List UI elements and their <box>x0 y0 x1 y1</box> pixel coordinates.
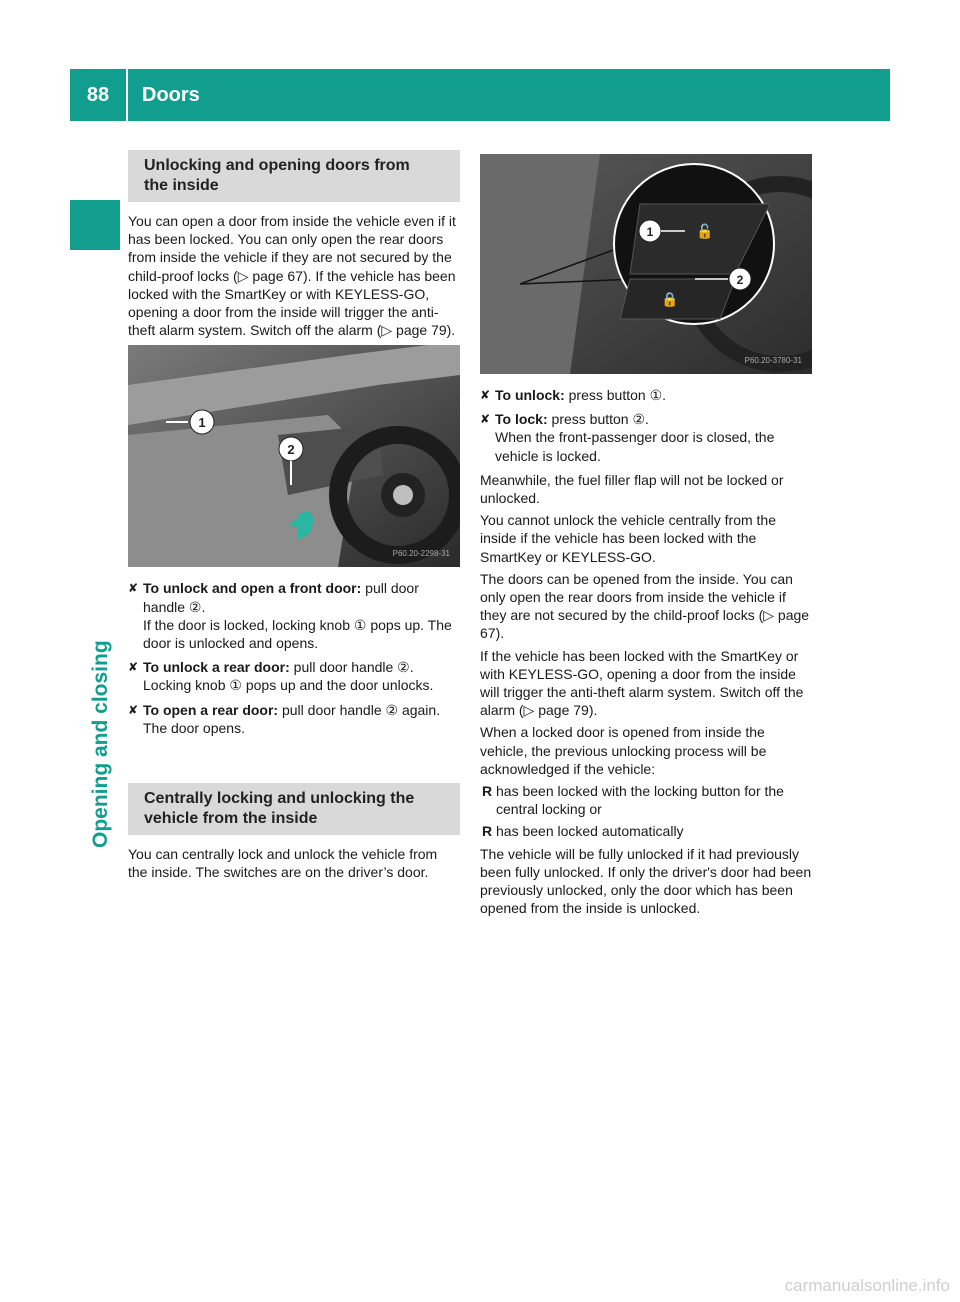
bullet-item: R has been locked automatically <box>482 823 684 840</box>
figure-ref: P60.20-3780-31 <box>744 355 802 365</box>
door-interior-illustration <box>128 345 460 567</box>
section-intro: You can centrally lock and unlock the vehicle from the inside. The switches are on the driver’s door. <box>128 846 438 881</box>
chapter-tab <box>70 200 120 250</box>
section-heading-central-locking: Centrally locking and unlocking the vehicle from the inside <box>128 783 460 835</box>
figure-ref: P60.20-2298-31 <box>392 549 450 559</box>
section-heading-unlocking: Unlocking and opening doors from the inside <box>128 150 460 202</box>
page-header <box>70 69 890 121</box>
lock-switches-illustration <box>480 154 812 374</box>
page-title: Doors <box>142 84 200 106</box>
left-column <box>128 150 460 885</box>
paragraph: Meanwhile, the fuel filler flap will not be locked or unlocked. <box>480 471 784 507</box>
svg-text:2: 2 <box>736 273 744 287</box>
watermark: carmanualsonline.info <box>784 1276 950 1295</box>
step-unlock-front-door: ✘ To unlock and open a front door: pull door handle ②. If the door is locked, locking knob ① pops up. The door is unlocked and opens. <box>128 580 452 652</box>
svg-text:2: 2 <box>287 442 295 458</box>
step-unlock-rear-door: ✘ To unlock a rear door: pull door handle ②. Locking knob ① pops up and the door unlocks. <box>128 659 434 694</box>
bullet-item: R has been locked with the locking button for the central locking or <box>482 783 784 818</box>
paragraph: If the vehicle has been locked with the SmartKey or with KEYLESS-GO, opening a door from the inside will trigger the anti-theft alarm system. Switch off the alarm (▷ page 79). <box>480 647 804 719</box>
step-arrow-icon: ✘ <box>480 388 491 402</box>
svg-text:1: 1 <box>198 415 206 431</box>
paragraph: When a locked door is opened from inside the vehicle, the previous unlocking process will be acknowledged if the vehicle: <box>480 724 767 777</box>
lock-switches-graphic <box>480 154 812 374</box>
bullet-icon: R <box>482 823 493 840</box>
step-open-rear-door: ✘ To open a rear door: pull door handle ② again. The door opens. <box>128 701 441 736</box>
step-lock: ✘ To lock: press button ②. When the front-passenger door is closed, the vehicle is locked. <box>480 411 775 464</box>
svg-text:1: 1 <box>646 225 654 239</box>
paragraph: The vehicle will be fully unlocked if it had previously been fully unlocked. If only the driver's door had been previously unlocked, only the door which has been opened from the inside is unlocked. <box>480 845 812 917</box>
paragraph: You cannot unlock the vehicle centrally from the inside if the vehicle has been locked with the SmartKey or KEYLESS-GO. <box>480 512 776 565</box>
step-arrow-icon: ✘ <box>128 581 139 596</box>
step-unlock: ✘ To unlock: press button ①. <box>480 387 667 403</box>
section-intro: You can open a door from inside the vehicle even if it has been locked. You can only open the rear doors from inside the vehicle if they are not secured by the child-proof locks (▷ page 67). If the vehicle has been locked with the SmartKey or with KEYLESS-GO, opening a door from the inside will trigger the anti-theft alarm system. Switch off the alarm (▷ page 79). <box>128 213 456 339</box>
paragraph: The doors can be opened from the inside. You can only open the rear doors from inside the vehicle if they are not secured by the child-proof locks (▷ page 67). <box>480 570 810 642</box>
svg-text:🔒: 🔒 <box>661 292 679 308</box>
right-column <box>480 154 812 921</box>
svg-text:🔓: 🔓 <box>696 224 714 240</box>
step-arrow-icon: ✘ <box>480 412 491 427</box>
page-number: 88 <box>86 84 110 106</box>
step-arrow-icon: ✘ <box>128 660 139 675</box>
door-illustration-graphic <box>128 345 460 567</box>
chapter-label: Opening and closing <box>89 640 112 848</box>
bullet-icon: R <box>482 783 493 800</box>
header-divider <box>126 69 128 121</box>
step-arrow-icon: ✘ <box>128 702 139 717</box>
